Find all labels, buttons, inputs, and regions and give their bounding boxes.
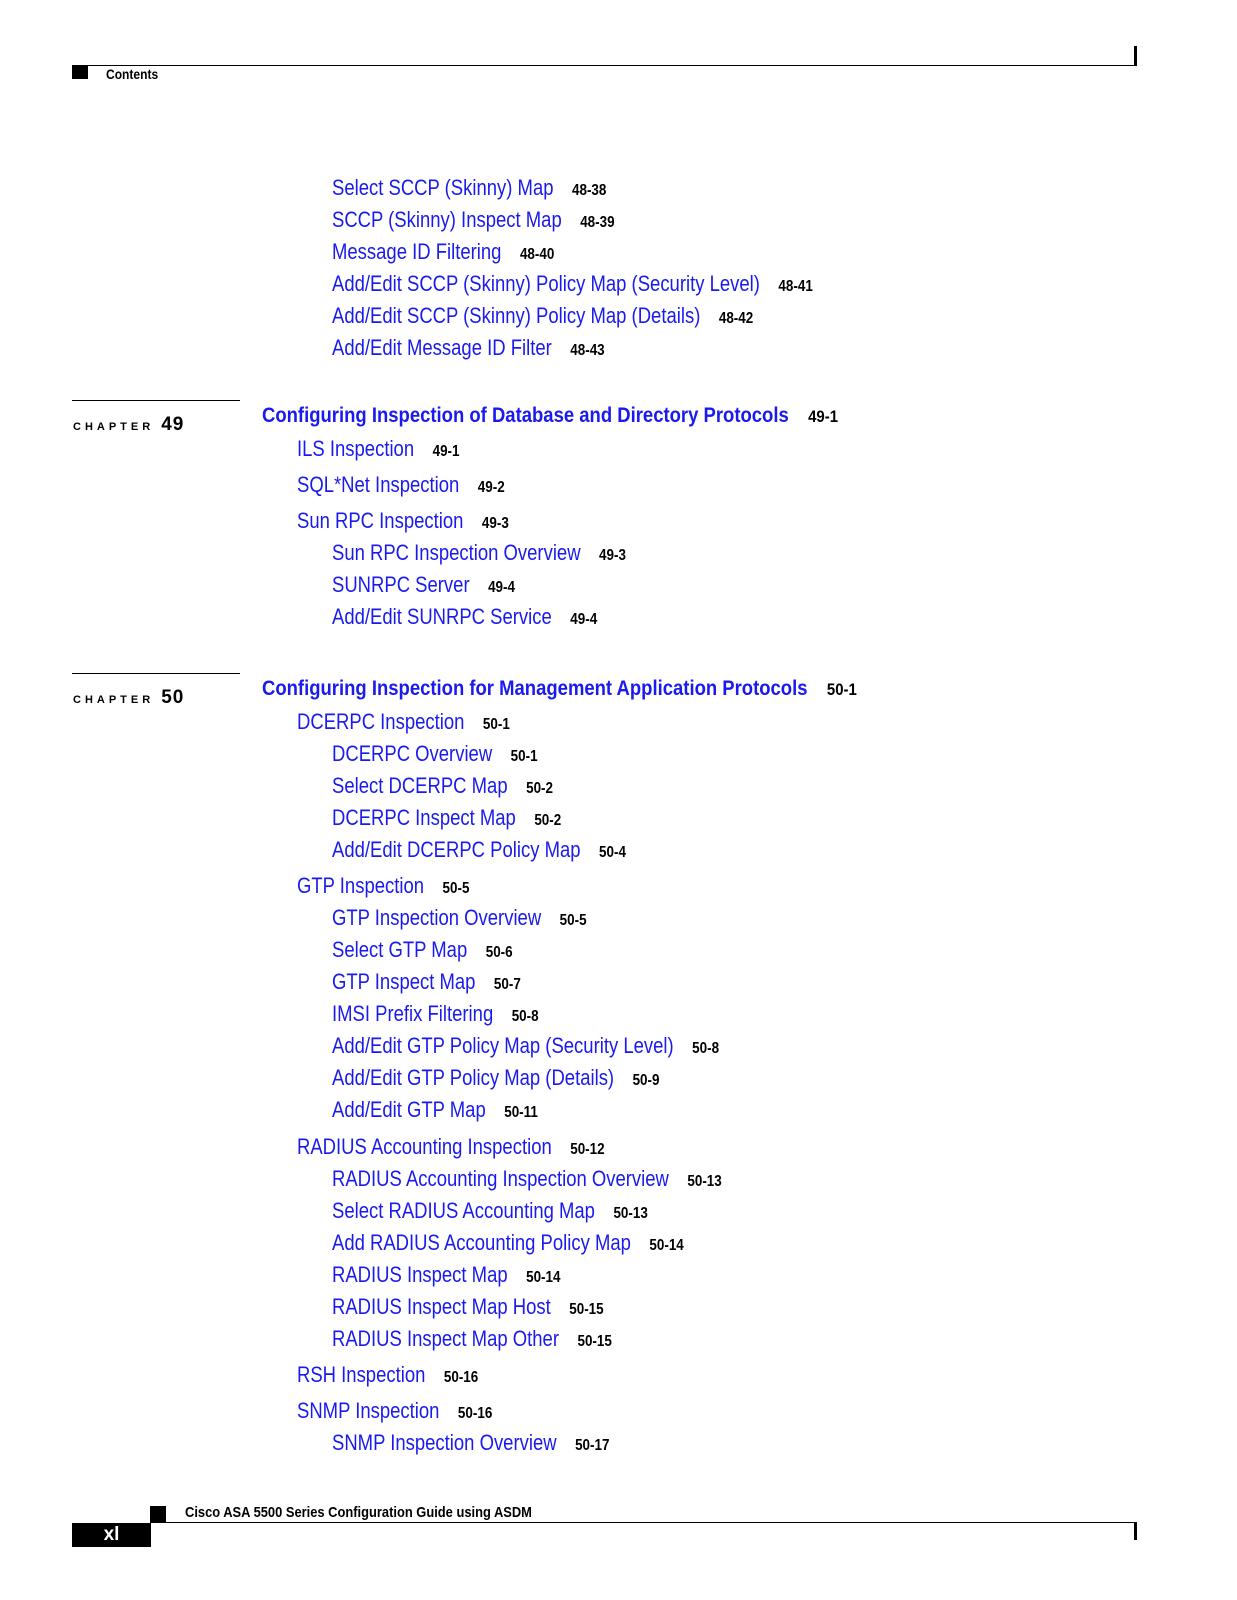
toc-entry[interactable]: [332, 337, 605, 359]
toc-entry[interactable]: [332, 305, 753, 327]
toc-entry-title[interactable]: DCERPC Overview: [332, 741, 493, 766]
header-label: Contents: [106, 66, 159, 82]
toc-entry-page: 50-14: [526, 1269, 561, 1286]
toc-entry-page: 50-13: [613, 1205, 648, 1222]
toc-entry-title[interactable]: SCCP (Skinny) Inspect Map: [332, 207, 562, 232]
chapter-rule: [72, 673, 240, 674]
toc-entry-page: 50-17: [575, 1437, 610, 1454]
toc-entry-page: 49-4: [488, 579, 515, 596]
toc-entry-title[interactable]: Select DCERPC Map: [332, 773, 508, 798]
toc-entry-title[interactable]: Add/Edit SUNRPC Service: [332, 604, 552, 629]
toc-section[interactable]: [297, 438, 460, 460]
toc-entry-title[interactable]: RADIUS Inspect Map Host: [332, 1294, 551, 1319]
page-number: xl: [72, 1523, 151, 1547]
toc-section-page: 50-16: [457, 1405, 493, 1422]
header-tick-mark: [1134, 46, 1137, 66]
toc-entry[interactable]: [332, 1067, 659, 1089]
toc-entry-title[interactable]: DCERPC Inspect Map: [332, 805, 516, 830]
toc-section-page: 50-5: [442, 880, 470, 897]
toc-entry[interactable]: [332, 542, 626, 564]
toc-section-title[interactable]: Sun RPC Inspection: [297, 508, 464, 533]
toc-entry-title[interactable]: GTP Inspection Overview: [332, 905, 542, 930]
toc-section-title[interactable]: GTP Inspection: [297, 873, 425, 898]
toc-entry-title[interactable]: Select RADIUS Accounting Map: [332, 1198, 595, 1223]
chapter-label: [73, 414, 184, 436]
toc-entry-title[interactable]: RADIUS Inspect Map: [332, 1262, 508, 1287]
toc-entry[interactable]: [332, 939, 513, 961]
chapter-title-entry[interactable]: [262, 405, 838, 426]
toc-section-page: 49-2: [477, 479, 505, 496]
toc-section-page: 50-16: [443, 1369, 479, 1386]
toc-entry-page: 50-14: [649, 1237, 684, 1254]
toc-entry[interactable]: [332, 1035, 719, 1057]
toc-entry-title[interactable]: RADIUS Inspect Map Other: [332, 1326, 559, 1351]
chapter-word: CHAPTER: [73, 421, 155, 433]
toc-entry[interactable]: [332, 1232, 684, 1254]
toc-entry[interactable]: [332, 241, 554, 263]
toc-section[interactable]: [297, 1400, 492, 1422]
toc-entry-title[interactable]: Add/Edit SCCP (Skinny) Policy Map (Security Level): [332, 271, 760, 296]
toc-entry[interactable]: [332, 1168, 722, 1190]
toc-section[interactable]: [297, 1136, 605, 1158]
header-square-marker: [72, 65, 88, 79]
toc-entry[interactable]: [332, 574, 515, 596]
toc-entry[interactable]: [332, 1003, 539, 1025]
toc-entry-page: 50-5: [559, 912, 587, 929]
toc-section[interactable]: [297, 474, 505, 496]
toc-entry[interactable]: [332, 606, 597, 628]
toc-entry-page: 50-7: [493, 976, 521, 993]
header-rule: [72, 65, 1135, 66]
toc-entry-page: 50-15: [577, 1333, 612, 1350]
toc-entry-page: 50-9: [632, 1072, 660, 1089]
toc-section[interactable]: [297, 875, 469, 897]
toc-entry[interactable]: [332, 177, 606, 199]
toc-entry-page: 48-43: [570, 342, 605, 359]
toc-entry-title[interactable]: GTP Inspect Map: [332, 969, 476, 994]
toc-entry-page: 50-2: [534, 812, 562, 829]
toc-entry-page: 50-11: [504, 1104, 538, 1121]
toc-entry[interactable]: [332, 273, 813, 295]
chapter-title-entry[interactable]: [262, 678, 857, 699]
toc-entry[interactable]: [332, 1432, 609, 1454]
toc-entry-title[interactable]: SNMP Inspection Overview: [332, 1430, 557, 1455]
chapter-number: 50: [161, 687, 185, 708]
toc-entry-title[interactable]: SUNRPC Server: [332, 572, 470, 597]
chapter-title[interactable]: Configuring Inspection of Database and Directory Protocols: [262, 404, 789, 427]
toc-entry[interactable]: [332, 839, 626, 861]
toc-entry-title[interactable]: IMSI Prefix Filtering: [332, 1001, 494, 1026]
footer-square-marker: [150, 1506, 166, 1522]
footer-rule: [150, 1522, 1135, 1523]
toc-entry[interactable]: [332, 971, 521, 993]
toc-entry-page: 48-40: [519, 246, 555, 263]
toc-section-page: 49-1: [432, 443, 460, 460]
toc-entry-title[interactable]: Add RADIUS Accounting Policy Map: [332, 1230, 631, 1255]
toc-entry-title[interactable]: Add/Edit SCCP (Skinny) Policy Map (Details): [332, 303, 701, 328]
footer-title: Cisco ASA 5500 Series Configuration Guide using ASDM: [185, 1504, 532, 1521]
toc-entry-title[interactable]: Message ID Filtering: [332, 239, 502, 264]
toc-entry-title[interactable]: Add/Edit GTP Policy Map (Details): [332, 1065, 615, 1090]
toc-entry[interactable]: [332, 1296, 604, 1318]
toc-entry-page: 50-4: [599, 844, 626, 861]
footer-tick-mark: [1134, 1522, 1137, 1540]
toc-entry-title[interactable]: Add/Edit Message ID Filter: [332, 335, 552, 360]
toc-section-title[interactable]: ILS Inspection: [297, 436, 415, 461]
toc-entry[interactable]: [332, 209, 615, 231]
toc-entry-page: 48-41: [778, 278, 813, 295]
toc-entry-page: 50-13: [687, 1173, 722, 1190]
toc-entry[interactable]: [332, 1328, 612, 1350]
toc-entry-page: 50-15: [569, 1301, 604, 1318]
toc-entry[interactable]: [332, 1264, 560, 1286]
chapter-rule: [72, 400, 240, 401]
chapter-title[interactable]: Configuring Inspection for Management Application Protocols: [262, 677, 808, 700]
toc-section-title[interactable]: SQL*Net Inspection: [297, 472, 460, 497]
toc-entry-title[interactable]: Select SCCP (Skinny) Map: [332, 175, 554, 200]
chapter-page: 50-1: [826, 680, 857, 699]
toc-entry-page: 50-6: [485, 944, 513, 961]
toc-entry[interactable]: [332, 807, 561, 829]
toc-entry-page: 48-39: [580, 214, 615, 231]
toc-entry-title[interactable]: Select GTP Map: [332, 937, 468, 962]
toc-entry-title[interactable]: Add/Edit GTP Policy Map (Security Level): [332, 1033, 674, 1058]
chapter-page: 49-1: [808, 407, 839, 426]
toc-section-page: 50-1: [482, 716, 510, 733]
toc-entry-page: 49-3: [599, 547, 626, 564]
toc-entry-page: 50-8: [511, 1008, 539, 1025]
toc-entry-title[interactable]: Sun RPC Inspection Overview: [332, 540, 581, 565]
toc-section-title[interactable]: RSH Inspection: [297, 1362, 426, 1387]
toc-section-page: 49-3: [481, 515, 509, 532]
toc-entry[interactable]: [332, 1200, 648, 1222]
chapter-number: 49: [161, 414, 185, 435]
toc-entry[interactable]: [332, 775, 553, 797]
toc-entry-title[interactable]: Add/Edit GTP Map: [332, 1097, 486, 1122]
toc-section[interactable]: [297, 510, 509, 532]
toc-entry-title[interactable]: Add/Edit DCERPC Policy Map: [332, 837, 581, 862]
toc-section-title[interactable]: DCERPC Inspection: [297, 709, 465, 734]
chapter-word: CHAPTER: [73, 694, 155, 706]
chapter-label: [73, 687, 184, 709]
toc-entry[interactable]: [332, 1099, 538, 1121]
toc-entry-page: 48-38: [571, 182, 607, 199]
toc-entry-page: 48-42: [718, 310, 754, 327]
toc-entry-page: 50-8: [692, 1040, 720, 1057]
toc-entry-page: 50-1: [510, 748, 538, 765]
toc-entry-page: 50-2: [526, 780, 554, 797]
toc-section-title[interactable]: SNMP Inspection: [297, 1398, 440, 1423]
toc-entry-page: 49-4: [570, 611, 598, 628]
toc-entry[interactable]: [332, 907, 587, 929]
toc-section[interactable]: [297, 711, 510, 733]
toc-entry-title[interactable]: RADIUS Accounting Inspection Overview: [332, 1166, 669, 1191]
toc-section-title[interactable]: RADIUS Accounting Inspection: [297, 1134, 552, 1159]
toc-entry[interactable]: [332, 743, 538, 765]
toc-section-page: 50-12: [570, 1141, 605, 1158]
toc-section[interactable]: [297, 1364, 478, 1386]
